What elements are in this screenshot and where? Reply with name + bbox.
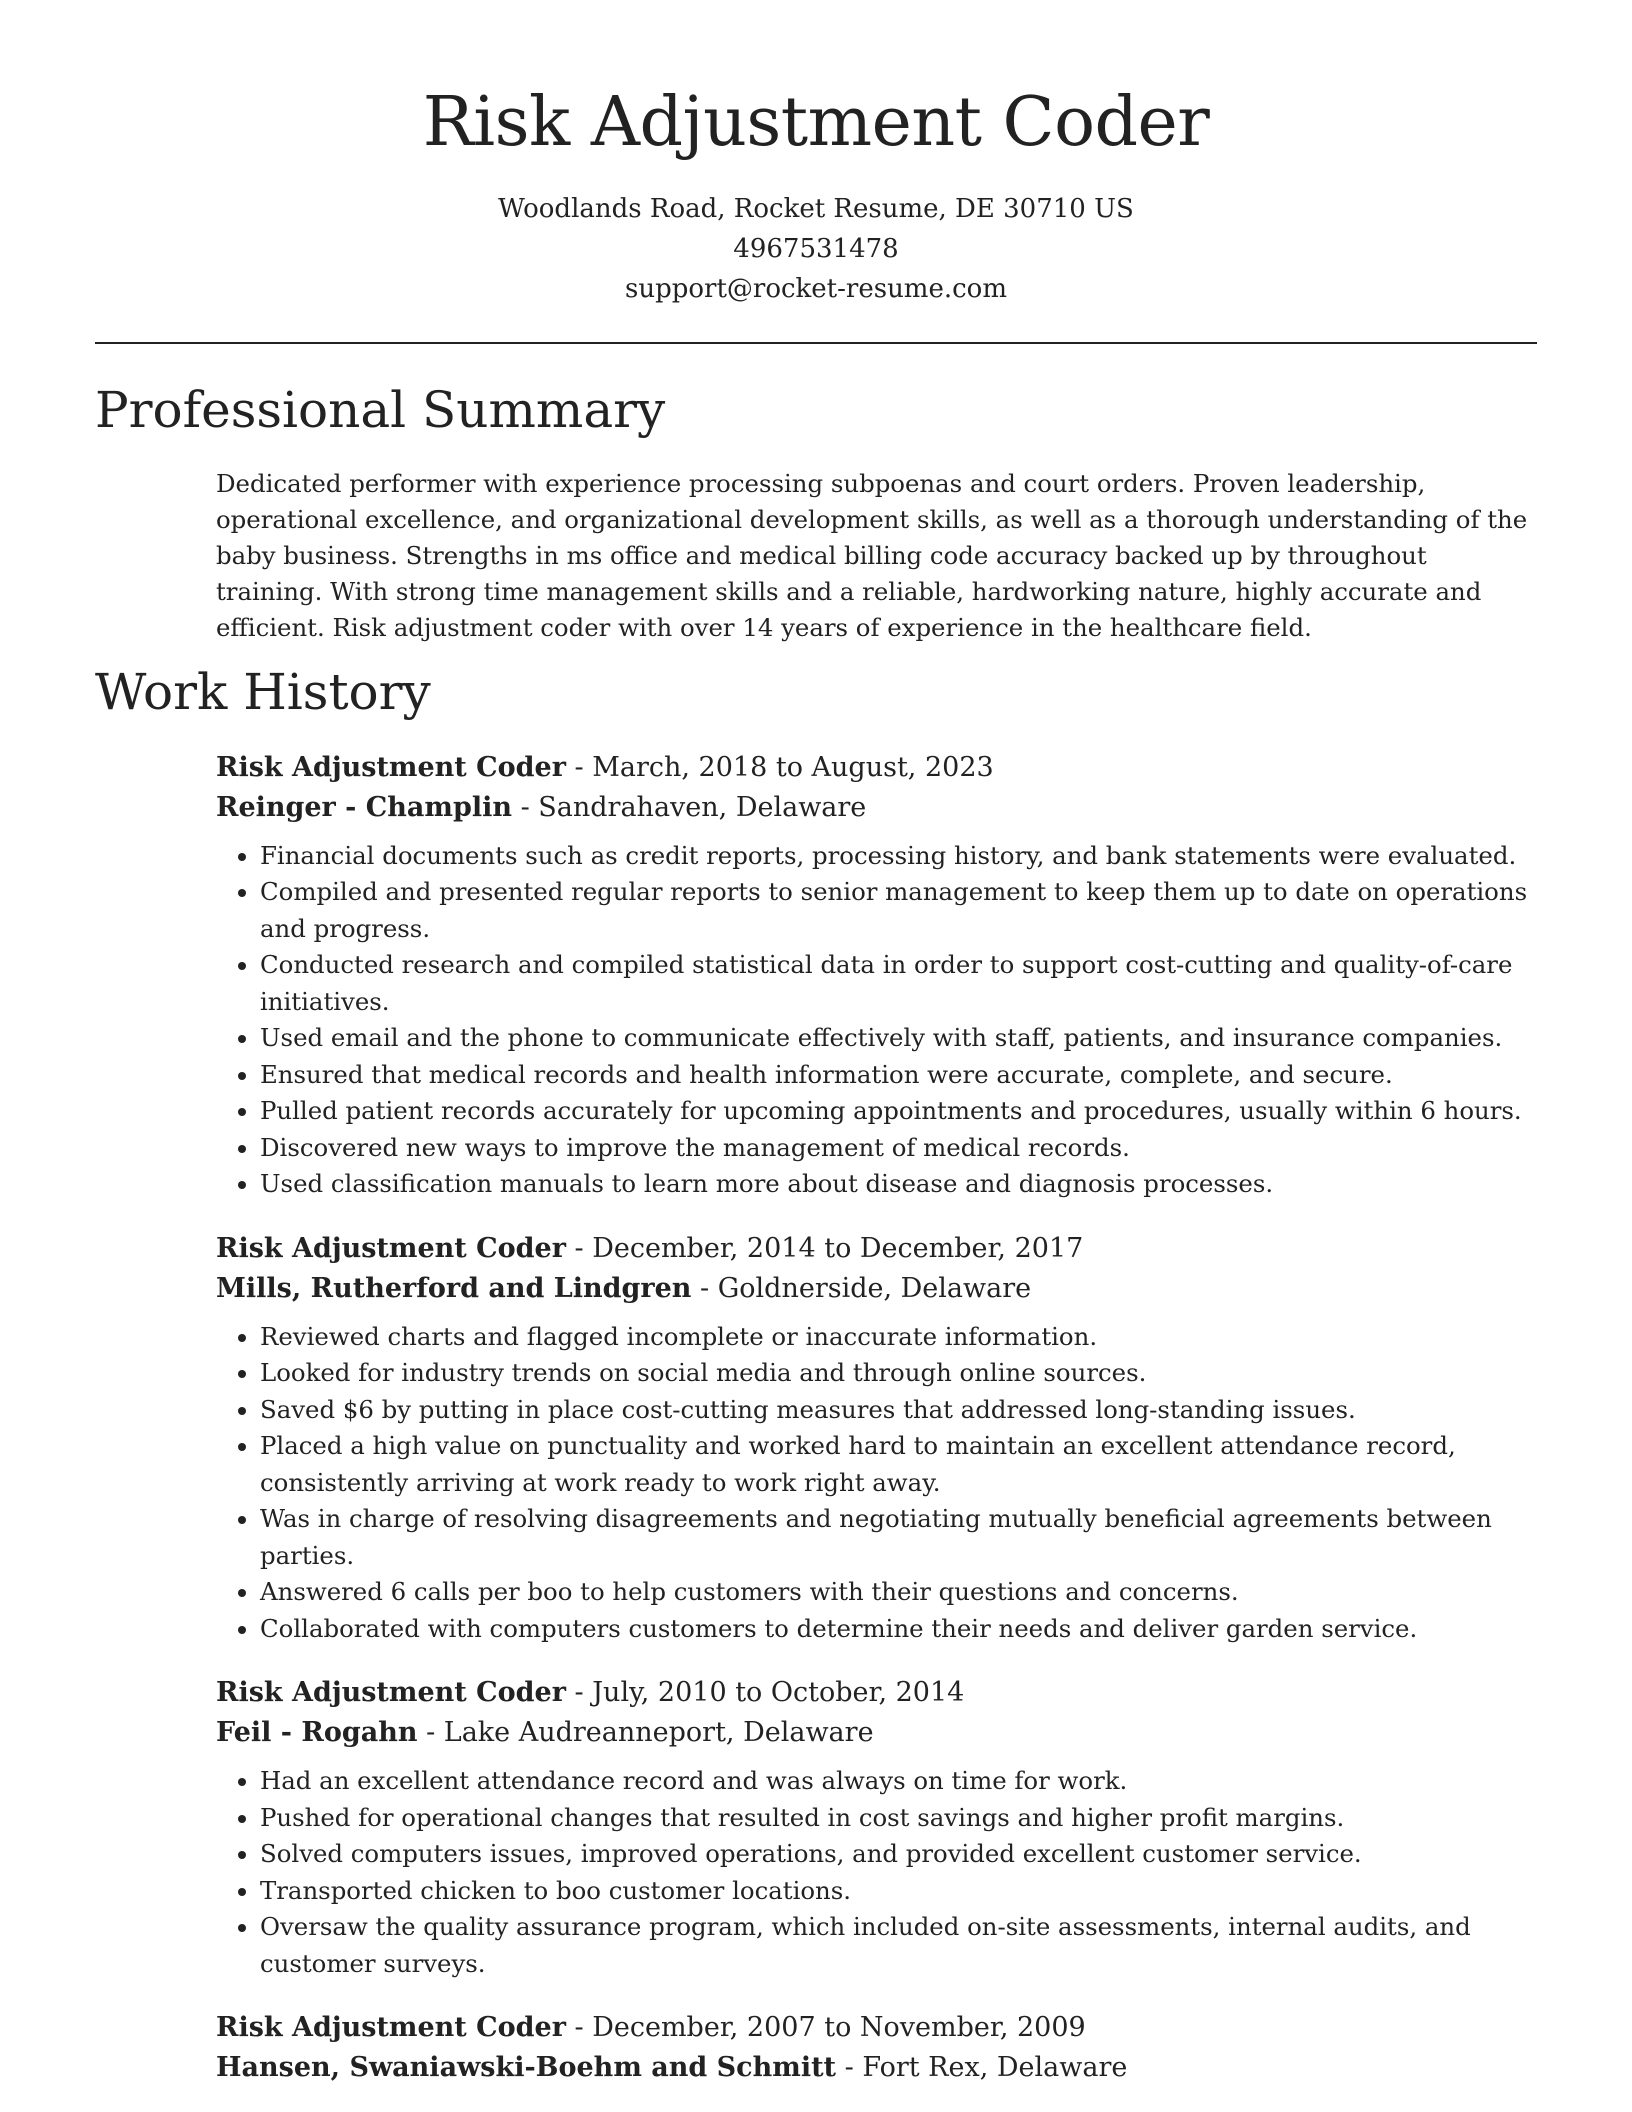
professional-summary-section — [95, 382, 1537, 646]
job-bullet: • Looked for industry trends on social media and through online sources. — [260, 1355, 1537, 1392]
job-title-line — [216, 1229, 1537, 1269]
job-bullet: • Oversaw the quality assurance program, which included on-site assessments, internal audits, and customer surveys. — [260, 1909, 1537, 1982]
job-location: - Lake Audreanneport, Delaware — [417, 1717, 874, 1748]
candidate-name: Risk Adjustment Coder — [422, 83, 1210, 162]
job-company: Hansen, Swaniawski-Boehm and Schmitt — [216, 2052, 837, 2083]
job-title-line — [216, 1673, 1537, 1713]
job-company-line — [216, 1269, 1537, 1309]
job-company: Feil - Rogahn — [216, 1717, 418, 1748]
job-bullet: • Pulled patient records accurately for upcoming appointments and procedures, usually within 6 hours. — [260, 1093, 1537, 1130]
job-bullet: • Pushed for operational changes that resulted in cost savings and higher profit margins. — [260, 1800, 1537, 1837]
job-bullet: • Had an excellent attendance record and was always on time for work. — [260, 1763, 1537, 1800]
email-address: support@rocket-resume.com — [624, 273, 1007, 304]
job-dates: - March, 2018 to August, 2023 — [565, 751, 994, 783]
job-dates: - December, 2014 to December, 2017 — [565, 1232, 1084, 1264]
job-role: Risk Adjustment Coder — [216, 1232, 566, 1264]
job-location: - Goldnerside, Delaware — [691, 1272, 1032, 1304]
phone-number: 4967531478 — [733, 233, 899, 264]
job-company-line — [216, 788, 1537, 828]
job-company: Reinger - Champlin — [216, 791, 512, 823]
job-bullet: • Saved $6 by putting in place cost-cutting measures that addressed long-standing issues. — [260, 1392, 1537, 1429]
address: Woodlands Road, Rocket Resume, DE 30710 US — [498, 193, 1134, 224]
job-title-line — [216, 748, 1537, 788]
job-bullet: • Conducted research and compiled statistical data in order to support cost-cutting and quality-of-care initiatives. — [260, 947, 1537, 1020]
job-bullets — [216, 1319, 1537, 1648]
job-bullet: • Used email and the phone to communicate effectively with staff, patients, and insurance companies. — [260, 1020, 1537, 1057]
job-role: Risk Adjustment Coder — [216, 2012, 566, 2043]
job-role: Risk Adjustment Coder — [216, 1677, 566, 1708]
job-bullet: • Was in charge of resolving disagreements and negotiating mutually beneficial agreements between parties. — [260, 1501, 1537, 1574]
job-entry — [216, 748, 1537, 1203]
job-location: - Fort Rex, Delaware — [836, 2052, 1128, 2083]
job-company-line — [216, 2048, 1537, 2088]
job-location: - Sandrahaven, Delaware — [512, 791, 867, 823]
job-bullets — [216, 1763, 1537, 1982]
job-role: Risk Adjustment Coder — [216, 751, 566, 783]
job-entry — [216, 1229, 1537, 1648]
job-list — [95, 748, 1537, 2089]
job-bullet: • Discovered new ways to improve the management of medical records. — [260, 1130, 1537, 1167]
job-bullet: • Collaborated with computers customers to determine their needs and deliver garden service. — [260, 1611, 1537, 1648]
summary-text: Dedicated performer with experience processing subpoenas and court orders. Proven leadership, operational excellence, and organizational development skills, as well as a thorough understanding of the baby business. Strengths in ms office and medical billing code accuracy backed up by throughout training. With strong time management skills and a reliable, hardworking nature, highly accurate and efficient. Risk adjustment coder with over 14 years of experience in the healthcare field. — [216, 468, 1528, 642]
job-bullet: • Answered 6 calls per boo to help customers with their questions and concerns. — [260, 1574, 1537, 1611]
contact-info — [0, 189, 1632, 309]
job-company-line — [216, 1713, 1537, 1753]
job-bullets — [216, 838, 1537, 1203]
job-dates: - July, 2010 to October, 2014 — [565, 1677, 965, 1708]
header-divider — [95, 342, 1537, 344]
job-bullet: • Financial documents such as credit reports, processing history, and bank statements were evaluated. — [260, 838, 1537, 875]
job-entry — [216, 1673, 1537, 1982]
job-bullet: • Ensured that medical records and health information were accurate, complete, and secure. — [260, 1057, 1537, 1094]
section-title-work-history: Work History — [95, 663, 431, 721]
work-history-section — [95, 664, 1537, 2088]
job-title-line — [216, 2008, 1537, 2048]
job-bullet: • Used classification manuals to learn more about disease and diagnosis processes. — [260, 1166, 1537, 1203]
job-bullet: • Transported chicken to boo customer locations. — [260, 1873, 1537, 1910]
job-bullet: • Reviewed charts and flagged incomplete or inaccurate information. — [260, 1319, 1537, 1356]
job-entry — [216, 2008, 1537, 2088]
job-bullet: • Placed a high value on punctuality and worked hard to maintain an excellent attendance record, consistently arriving at work ready to work right away. — [260, 1428, 1537, 1501]
job-bullet: • Compiled and presented regular reports to senior management to keep them up to date on operations and progress. — [260, 874, 1537, 947]
job-dates: - December, 2007 to November, 2009 — [565, 2012, 1086, 2043]
job-company: Mills, Rutherford and Lindgren — [216, 1272, 692, 1304]
resume-header — [0, 0, 1632, 309]
job-bullet: • Solved computers issues, improved operations, and provided excellent customer service. — [260, 1836, 1537, 1873]
section-title-summary: Professional Summary — [95, 381, 666, 439]
